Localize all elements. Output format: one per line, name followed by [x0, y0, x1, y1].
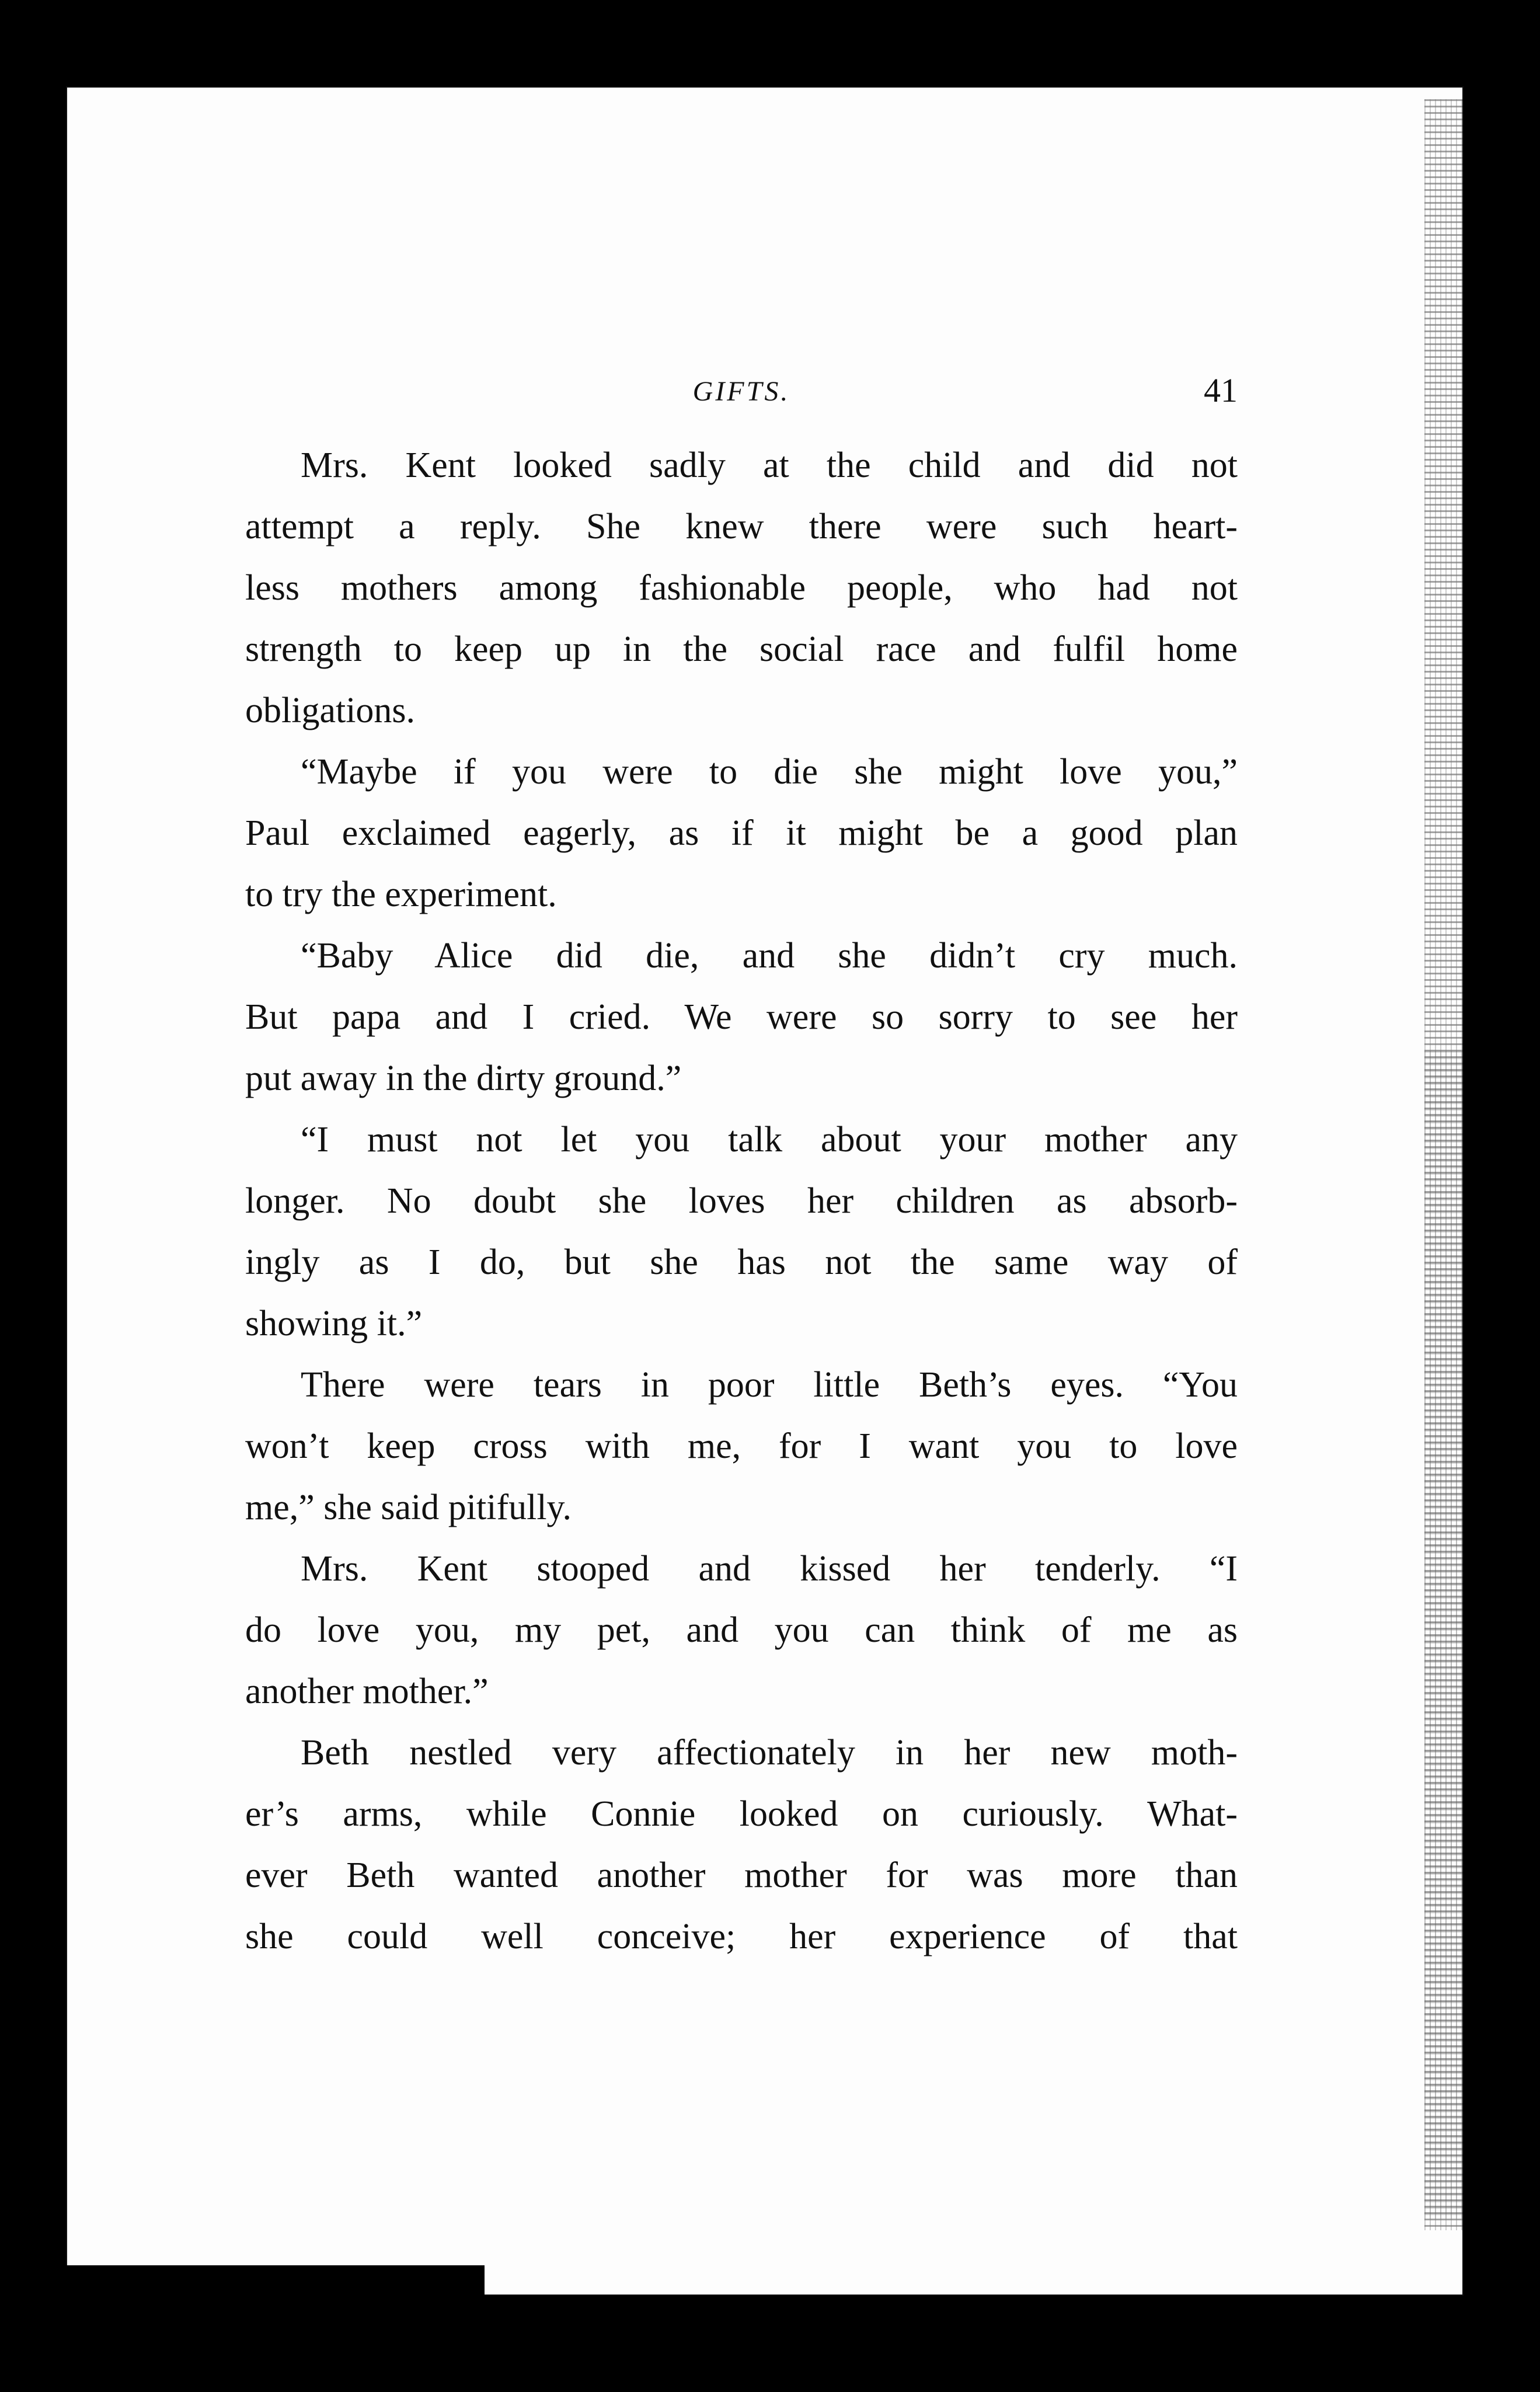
text-line: obligations.	[245, 691, 416, 730]
text-line: Paul exclaimed eagerly, as if it might be a good plan	[245, 813, 1238, 853]
page-number: 41	[1204, 371, 1238, 409]
text-line: ingly as I do, but she has not the same way of	[245, 1242, 1238, 1282]
page-header	[245, 371, 1238, 417]
text-line: showing it.”	[245, 1304, 423, 1343]
text-line: “Maybe if you were to die she might love you,”	[301, 752, 1238, 792]
text-line: But papa and I cried. We were so sorry to see her	[245, 997, 1238, 1037]
text-line: strength to keep up in the social race and fulfil home	[245, 629, 1238, 669]
running-head: GIFTS.	[692, 376, 790, 407]
scan-edge-noise-lower	[1424, 1051, 1465, 2219]
text-line: Mrs. Kent looked sadly at the child and did not	[301, 445, 1238, 485]
text-line: attempt a reply. She knew there were such heart-	[245, 507, 1238, 546]
text-line: won’t keep cross with me, for I want you to love	[245, 1426, 1238, 1466]
text-line: Beth nestled very affectionately in her new moth-	[301, 1733, 1238, 1773]
text-line: less mothers among fashionable people, who had not	[245, 568, 1238, 608]
page-content	[245, 371, 1238, 1968]
text-line: longer. No doubt she loves her children as absorb-	[245, 1181, 1238, 1221]
text-line: another mother.”	[245, 1672, 489, 1711]
text-line: er’s arms, while Connie looked on curiously. What-	[245, 1794, 1238, 1834]
text-line: “Baby Alice did die, and she didn’t cry much.	[301, 936, 1238, 976]
text-line: do love you, my pet, and you can think of me as	[245, 1610, 1238, 1650]
text-line: There were tears in poor little Beth’s eyes. “You	[301, 1365, 1238, 1405]
text-line: to try the experiment.	[245, 875, 557, 914]
text-line: Mrs. Kent stooped and kissed her tenderly. “I	[301, 1549, 1238, 1589]
body-text	[245, 435, 1238, 1968]
text-line: she could well conceive; her experience of that	[245, 1917, 1238, 1956]
text-line: me,” she said pitifully.	[245, 1488, 572, 1527]
text-line: ever Beth wanted another mother for was more than	[245, 1855, 1238, 1895]
scan-bottom-bar	[0, 2265, 485, 2300]
text-line: “I must not let you talk about your mother any	[301, 1120, 1238, 1160]
text-line: put away in the dirty ground.”	[245, 1059, 682, 1098]
